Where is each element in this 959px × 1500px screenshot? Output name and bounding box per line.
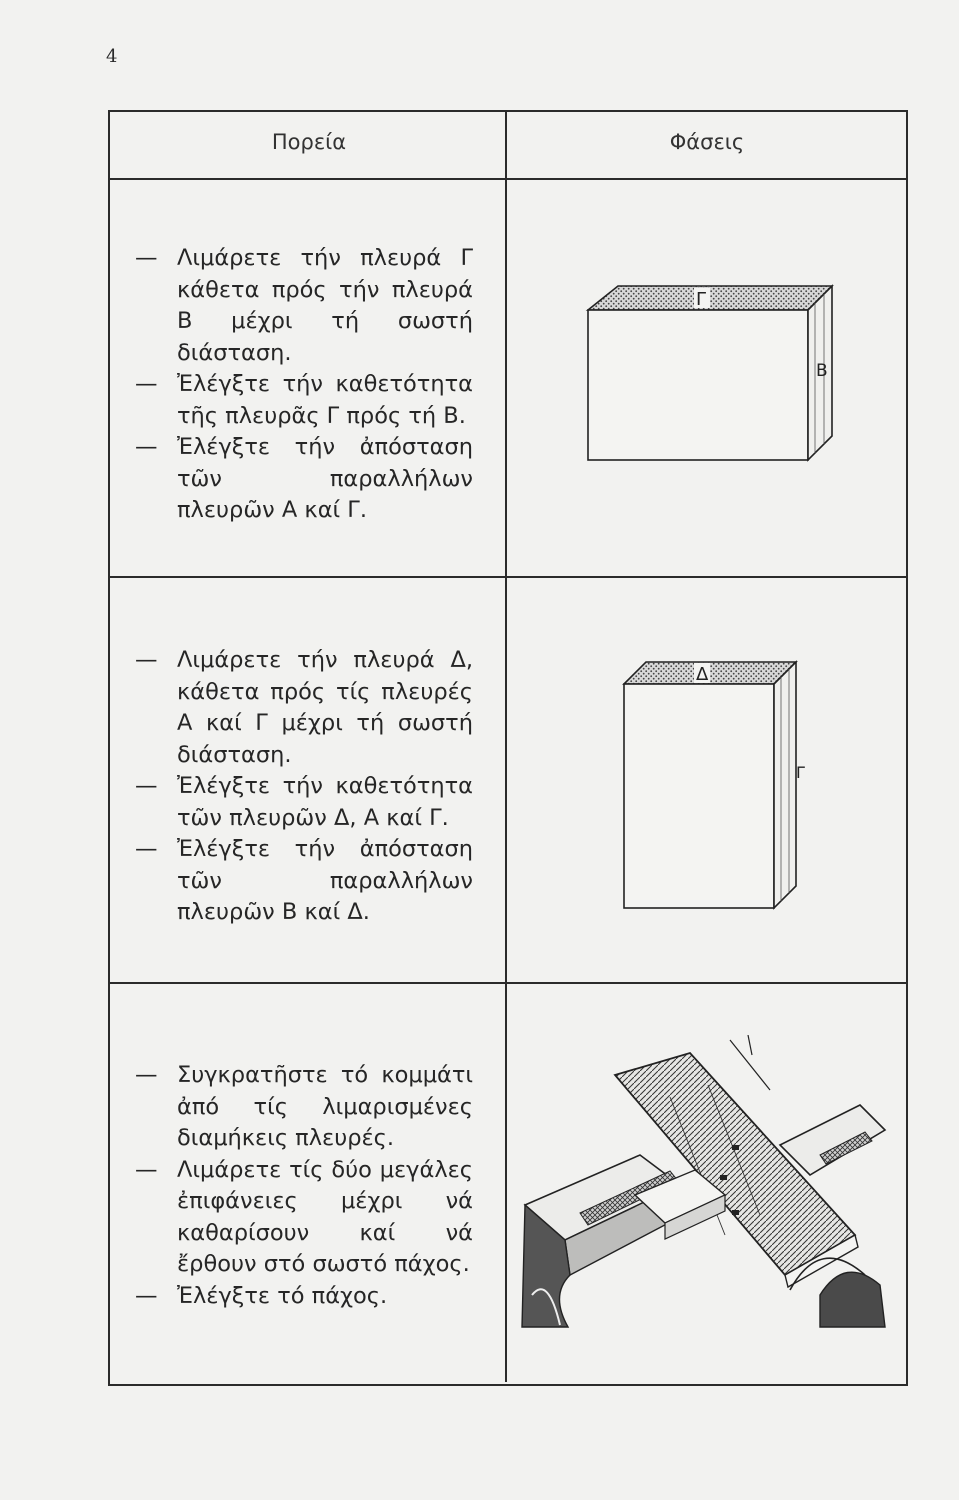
- front-face: [624, 684, 774, 908]
- label-beta: Β: [816, 361, 828, 381]
- step-item: [135, 1155, 473, 1281]
- row-3-steps: [135, 1060, 473, 1312]
- dash-marker: —: [135, 1062, 158, 1088]
- label-gamma: Γ: [696, 289, 707, 310]
- step-text: Λιμάρετε τίς δύο μεγάλες ἐπιφάνειες μέχρι νά καθαρίσουν καί νά ἔρθουν στό σωστό πάχος.: [177, 1156, 473, 1277]
- row-1-steps: [135, 243, 473, 527]
- dash-marker: —: [135, 647, 158, 673]
- step-item: [135, 645, 473, 771]
- step-item: [135, 834, 473, 929]
- vise-holding-workpiece-icon: [520, 1035, 890, 1335]
- dash-marker: —: [135, 371, 158, 397]
- row-divider: [110, 576, 906, 578]
- vise-body-right: [820, 1272, 885, 1327]
- page-number: 4: [106, 46, 118, 67]
- dash-marker: —: [135, 1156, 158, 1183]
- guide-line: [748, 1035, 752, 1055]
- step-text: Λιμάρετε τήν πλευρά Γ κάθετα πρός τήν πλευρά Β μέχρι τή σωστή διάσταση.: [177, 245, 473, 366]
- step-item: [135, 1281, 473, 1313]
- step-item: [135, 1060, 473, 1155]
- side-face: [774, 662, 796, 908]
- step-text: Ἐλέγξτε τήν καθετότητα τῆς πλευρᾶς Γ πρός τή Β.: [177, 371, 473, 429]
- dash-marker: —: [135, 773, 158, 799]
- row-divider: [110, 982, 906, 984]
- step-text: Ἐλέγξτε τήν ἀπόσταση τῶν παραλλήλων πλευρῶν Α καί Γ.: [177, 434, 473, 523]
- step-item: [135, 243, 473, 369]
- mark-dot: [732, 1145, 739, 1150]
- step-text: Ἐλέγξτε τήν καθετότητα τῶν πλευρῶν Δ, Α καί Γ.: [177, 773, 473, 831]
- step-item: [135, 771, 473, 834]
- header-divider: [110, 178, 906, 180]
- step-text: Ἐλέγξτε τήν ἀπόσταση τῶν παραλλήλων πλευρῶν Β καί Δ.: [177, 836, 473, 925]
- step-text: Ἐλέγξτε τό πάχος.: [177, 1282, 388, 1309]
- label-gamma: Γ: [796, 763, 805, 782]
- row-2-steps: [135, 645, 473, 929]
- column-divider: [505, 112, 507, 1382]
- step-text: Λιμάρετε τήν πλευρά Δ, κάθετα πρός τίς πλευρές Α καί Γ μέχρι τή σωστή διάσταση.: [177, 647, 473, 768]
- dash-marker: —: [135, 1282, 158, 1309]
- block-figure-1: [560, 270, 860, 480]
- mark-dot: [720, 1175, 727, 1180]
- step-text: Συγκρατῆστε τό κομμάτι ἀπό τίς λιμαρισμένες διαμήκεις πλευρές.: [177, 1062, 473, 1151]
- header-procedure: Πορεία: [271, 130, 347, 154]
- mark-dot: [732, 1210, 739, 1215]
- header-phases: Φάσεις: [669, 130, 745, 154]
- front-face: [588, 310, 808, 460]
- block-figure-2: [600, 650, 820, 920]
- step-item: [135, 369, 473, 432]
- dash-marker: —: [135, 836, 158, 862]
- label-delta: Δ: [696, 664, 709, 685]
- dash-marker: —: [135, 434, 158, 460]
- dash-marker: —: [135, 245, 158, 271]
- step-item: [135, 432, 473, 527]
